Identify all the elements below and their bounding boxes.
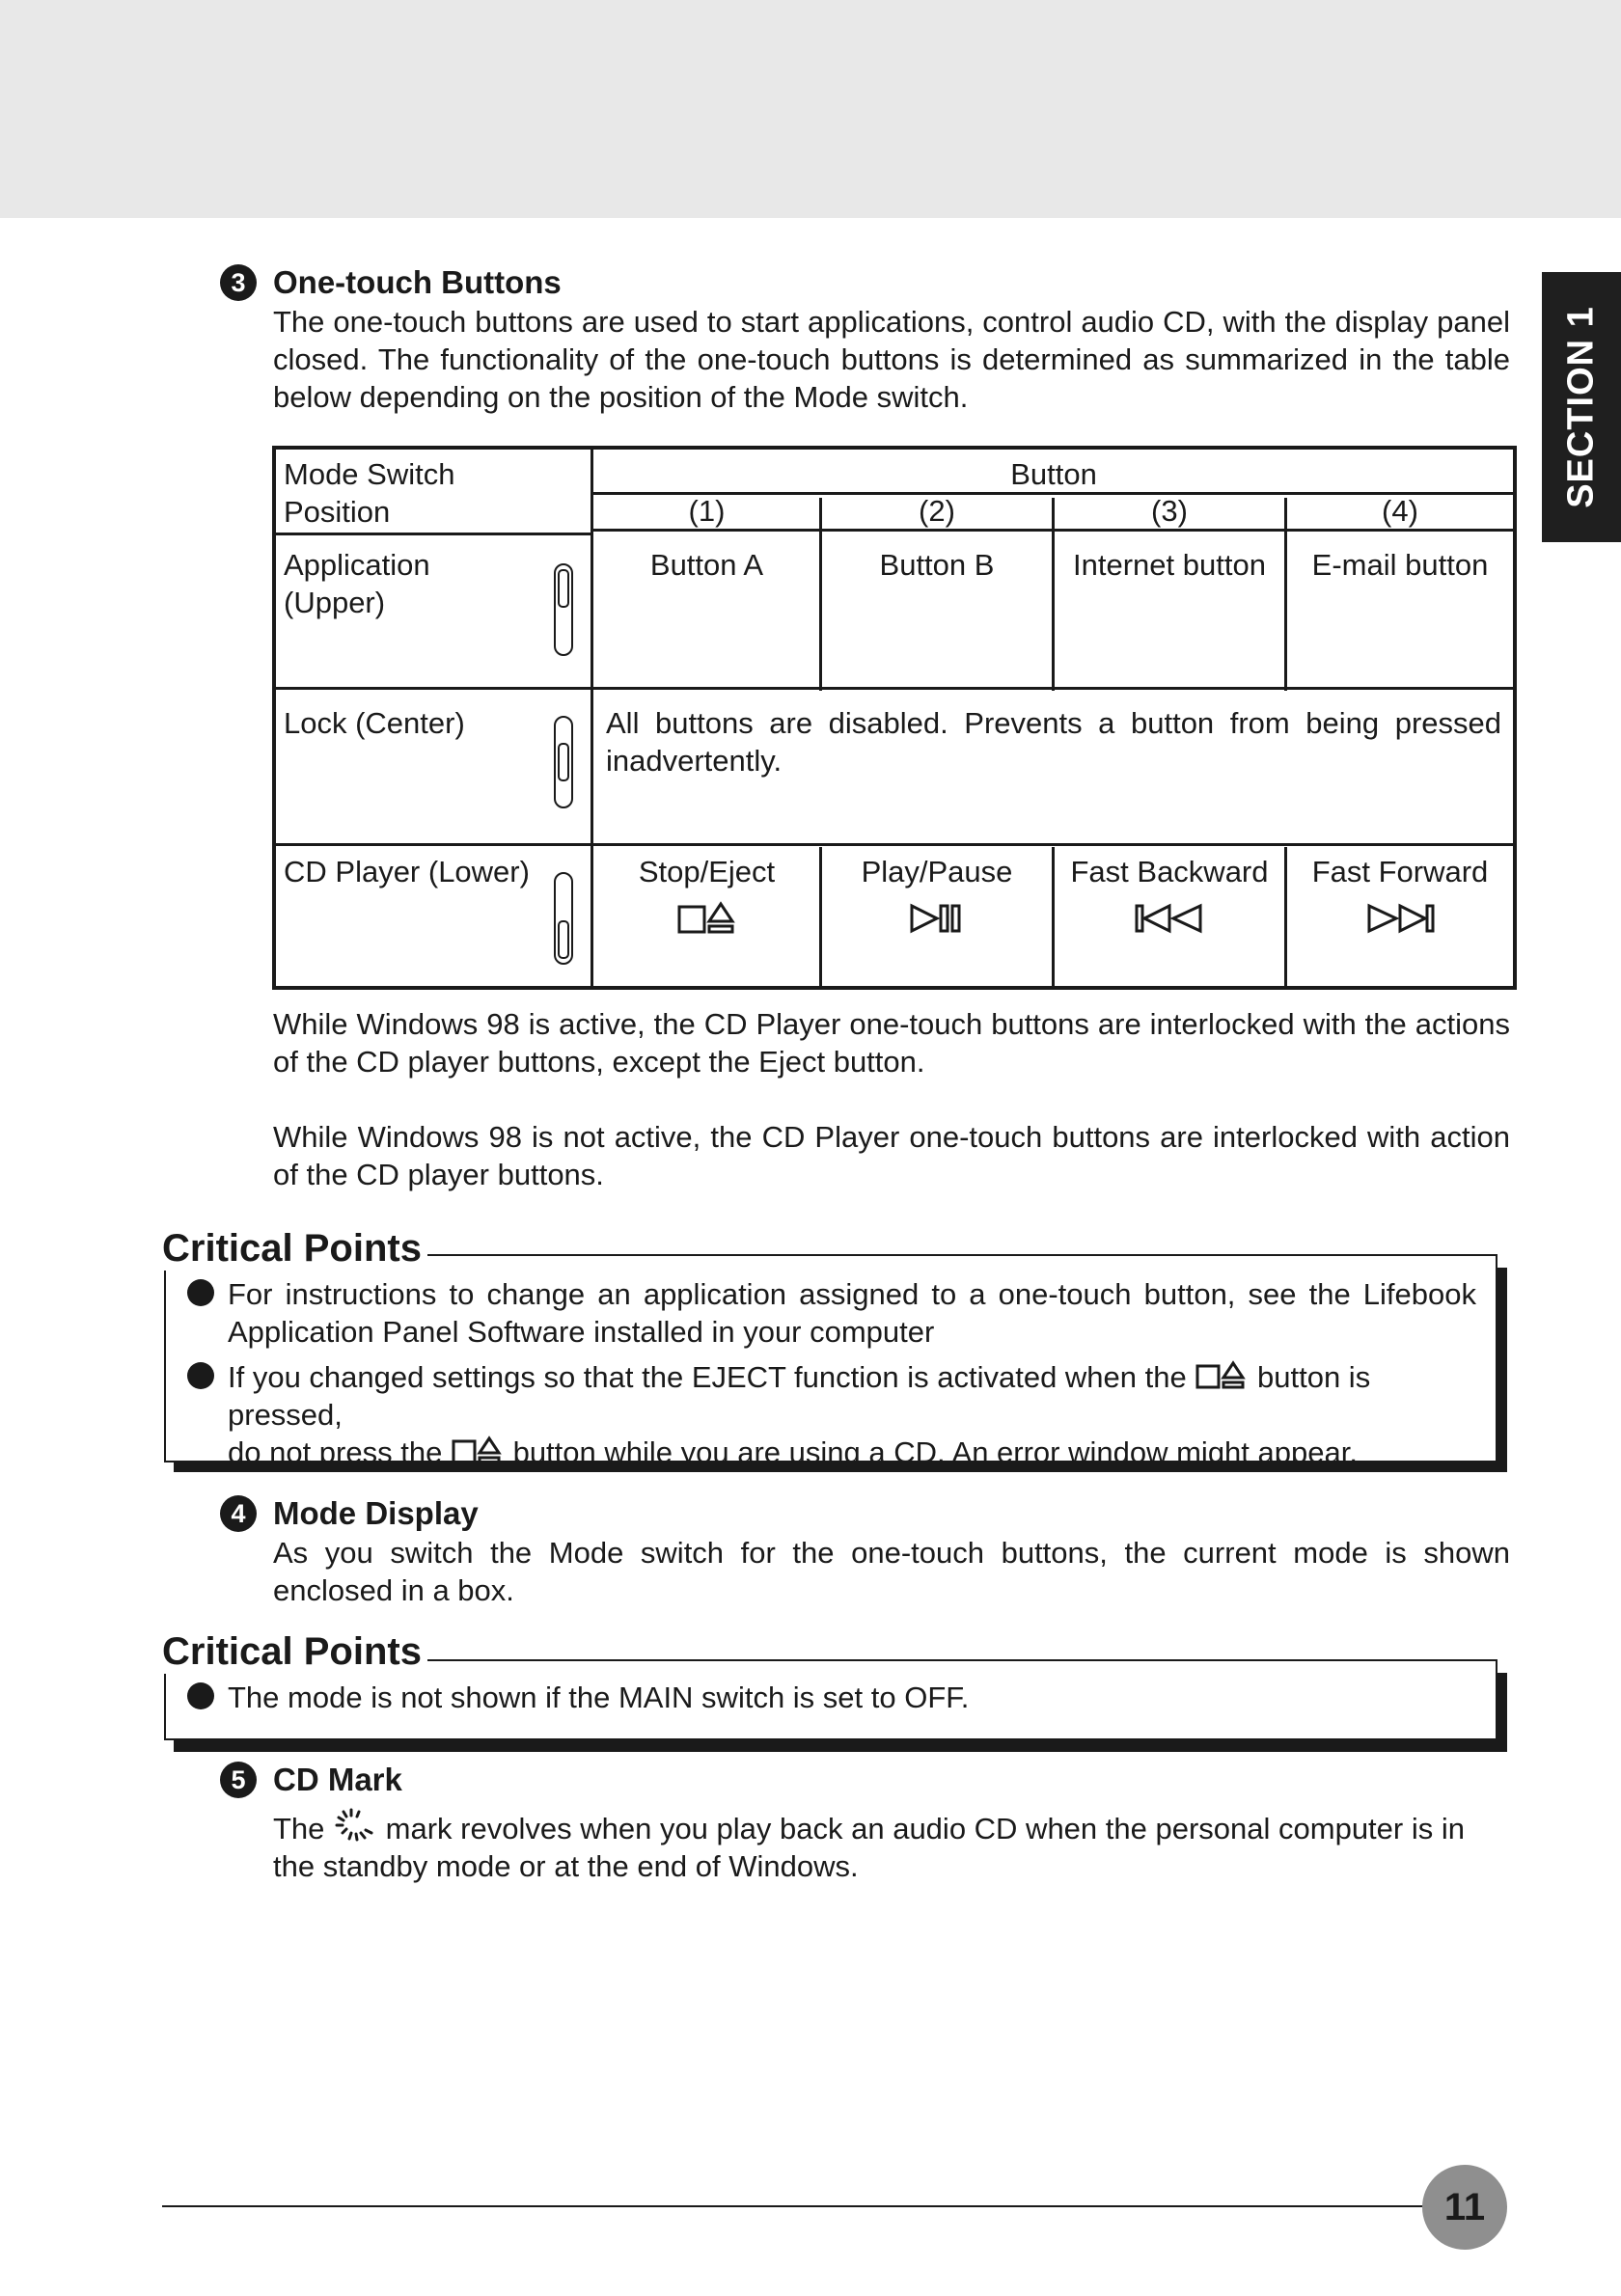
- mode-application-sub: (Upper): [284, 586, 386, 619]
- section-5-body-start: The: [273, 1812, 325, 1845]
- button-number-2: (2): [919, 494, 955, 528]
- top-gray-band: [0, 0, 1621, 218]
- critical-point-1-item-1: For instructions to change an application assigned to a one-touch button, see the Lifebook Application Panel Software installed in your computer: [228, 1277, 1476, 1349]
- cd-play-pause-label: Play/Pause: [861, 855, 1013, 888]
- corner-header-line2: Position: [284, 495, 391, 529]
- section-3-number: 3: [220, 264, 257, 301]
- section-4-heading: [220, 1495, 479, 1532]
- critical-points-2-title: Critical Points: [162, 1630, 427, 1674]
- mode-switch-table: [272, 446, 1517, 990]
- section-4-number: 4: [220, 1495, 257, 1532]
- cd-fast-forward: [1287, 853, 1513, 937]
- mode-application: [284, 546, 535, 621]
- button-header: Button: [1010, 457, 1097, 491]
- switch-upper-icon: [554, 563, 573, 656]
- cd-play-pause: [822, 853, 1052, 937]
- cd-mark-icon: [333, 1808, 377, 1843]
- section-5-body-end: mark revolves when you play back an audio CD when the personal computer is in the standby mode or at the end of Windows.: [273, 1812, 1465, 1883]
- app-button-1: Button A: [649, 548, 764, 582]
- cd-stop-eject-label: Stop/Eject: [638, 855, 776, 888]
- item-2-part-1: If you changed settings so that the EJECT function is activated when the: [228, 1360, 1187, 1394]
- section-3-heading: [220, 264, 562, 301]
- bullet-icon: [187, 1362, 214, 1389]
- stop-eject-icon: [676, 900, 738, 937]
- switch-lower-icon: [554, 872, 573, 965]
- mode-application-label: Application: [284, 548, 430, 582]
- note-windows-inactive: While Windows 98 is not active, the CD Player one-touch buttons are interlocked with action of the CD player buttons.: [273, 1120, 1510, 1191]
- fast-forward-icon: [1363, 900, 1437, 937]
- section-tab: [1542, 272, 1621, 542]
- section-tab-label: SECTION 1: [1560, 306, 1602, 508]
- section-5-number: 5: [220, 1762, 257, 1798]
- mode-lock-label: Lock (Center): [284, 706, 465, 740]
- play-pause-icon: [908, 900, 966, 937]
- app-button-2: Button B: [879, 548, 995, 582]
- critical-points-1-title: Critical Points: [162, 1227, 427, 1271]
- button-number-3: (3): [1151, 494, 1188, 528]
- corner-header-line1: Mode Switch: [284, 457, 455, 491]
- section-3-body: The one-touch buttons are used to start applications, control audio CD, with the display panel closed. The functionality of the one-touch buttons is determined as summarized in the table below depending on the position of the Mode switch.: [273, 305, 1510, 414]
- note-windows-active: While Windows 98 is active, the CD Player one-touch buttons are interlocked with the actions of the CD player buttons, except the Eject button.: [273, 1007, 1510, 1079]
- lock-note: All buttons are disabled. Prevents a button from being pressed inadvertently.: [606, 706, 1501, 778]
- corner-header: [284, 455, 583, 531]
- cd-fast-backward-label: Fast Backward: [1070, 855, 1269, 888]
- app-button-3: Internet button: [1073, 548, 1266, 582]
- section-5-title: CD Mark: [273, 1762, 402, 1797]
- bullet-icon: [187, 1682, 214, 1709]
- item-2-part-4: button while you are using a CD. An error window might appear.: [512, 1435, 1358, 1469]
- button-number-1: (1): [688, 494, 726, 528]
- section-5-body: [273, 1808, 1510, 1885]
- cd-fast-forward-label: Fast Forward: [1311, 855, 1489, 888]
- app-button-4: E-mail button: [1311, 548, 1489, 582]
- cd-stop-eject: [594, 853, 819, 937]
- footer-rule: [162, 2205, 1503, 2207]
- page-number: 11: [1443, 2185, 1486, 2228]
- section-4-body: As you switch the Mode switch for the one-touch buttons, the current mode is shown enclosed in a box.: [273, 1536, 1510, 1607]
- fast-backward-icon: [1133, 900, 1206, 937]
- item-2-part-2: button is pressed,: [228, 1360, 1371, 1432]
- bullet-icon: [187, 1279, 214, 1306]
- stop-eject-icon: [451, 1435, 505, 1466]
- section-3-title: One-touch Buttons: [273, 264, 562, 300]
- stop-eject-icon: [1195, 1360, 1249, 1391]
- section-5-heading: [220, 1762, 402, 1798]
- cd-fast-backward: [1055, 853, 1284, 937]
- button-number-4: (4): [1382, 494, 1418, 528]
- page-number-badge: [1422, 2165, 1507, 2250]
- section-4-title: Mode Display: [273, 1495, 479, 1531]
- mode-cd-player-label: CD Player (Lower): [284, 855, 530, 888]
- critical-point-2-item-1: The mode is not shown if the MAIN switch is set to OFF.: [228, 1681, 970, 1714]
- critical-point-1-item-2: [228, 1358, 1476, 1471]
- item-2-part-3: do not press the: [228, 1435, 443, 1469]
- switch-center-icon: [554, 716, 573, 808]
